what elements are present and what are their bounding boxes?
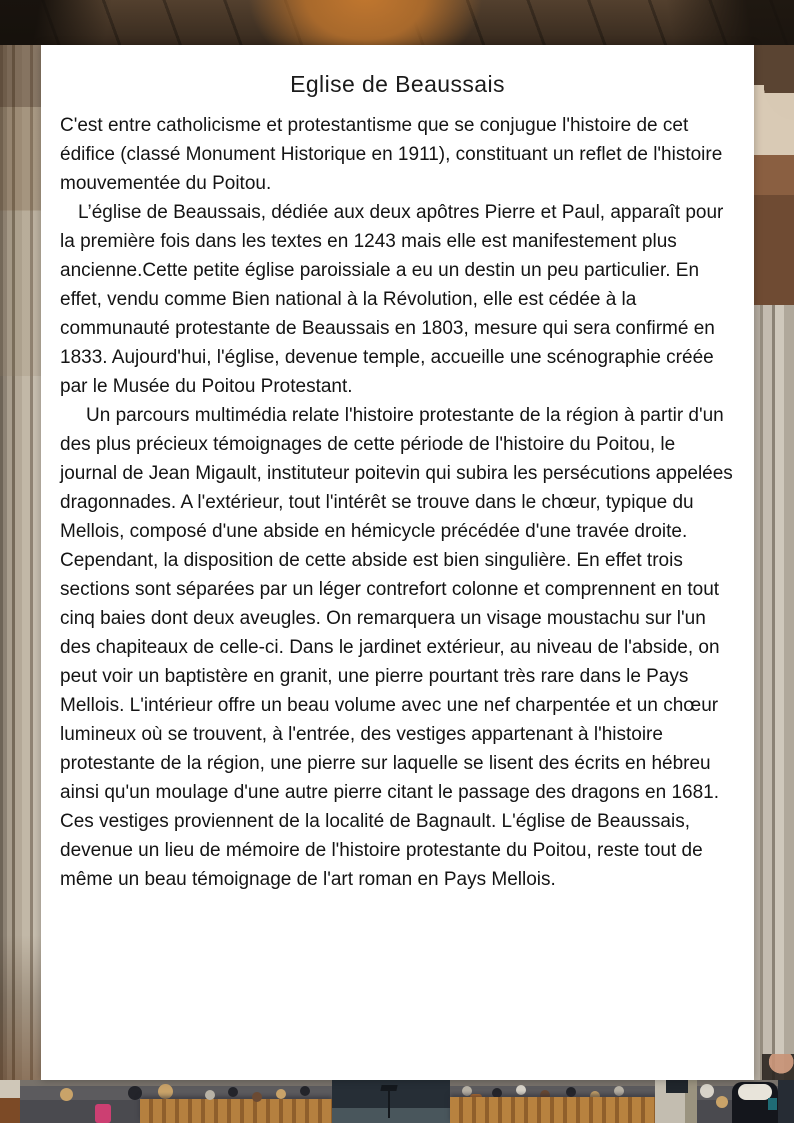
person-head xyxy=(566,1087,576,1097)
arch-detail xyxy=(754,85,794,155)
wood-panel-detail xyxy=(0,1028,41,1080)
white-scarf-detail xyxy=(738,1084,772,1100)
person-head xyxy=(60,1088,73,1101)
person-head xyxy=(128,1086,142,1100)
person-head xyxy=(614,1086,624,1096)
pink-jacket-person xyxy=(95,1104,111,1123)
left-wall-detail xyxy=(0,1080,20,1123)
person-head xyxy=(158,1084,173,1099)
paragraph-history: L’église de Beaussais, dédiée aux deux apôtres Pierre et Paul, apparaît pour la première fois dans les textes en 1243 mais elle est manifestement plus ancienne.Cette petite église paroissiale a eu un destin un peu particulier. En effet, vendu comme Bien national à la Révolution, elle est cédée à la communauté protestante de Beaussais en 1803, mesure qui sera confirmé en 1833. Aujourd'hui, l'église, devenue temple, accueille une scénographie créée par le Musée du Poitou Protestant. xyxy=(60,202,724,397)
wooden-pews-left xyxy=(140,1099,332,1123)
person-head xyxy=(716,1096,728,1108)
page-title: Eglise de Beaussais xyxy=(290,71,505,97)
teal-clothing-detail xyxy=(768,1098,777,1110)
paragraph-intro: C'est entre catholicisme et protestantisme que se conjugue l'histoire de cet édifice (classé Monument Historique en 1911), constituant un reflet de l'histoire mouvementée du Poitou. xyxy=(60,115,723,194)
person-head xyxy=(276,1089,286,1099)
person-head xyxy=(252,1092,262,1102)
music-stand-icon xyxy=(388,1088,390,1118)
wooden-pews-right xyxy=(450,1097,658,1123)
paragraph-description: Un parcours multimédia relate l'histoire protestante de la région à partir d'un des plus précieux témoignages de cette période de l'histoire du Poitou, le journal de Jean Migault, instituteur poitevin qui subira les persécutions appelées dragonnades. A l'extérieur, tout l'intérêt se trouve dans le chœur, typique du Mellois, composé d'une abside en hémicycle précédée d'une travée droite. Cependant, la disposition de cette abside est bien singulière. En effet trois sections sont séparées par un léger contrefort colonne et comprennent en tout cinq baies dont deux aveugles. On remarquera un visage moustachu sur l'un des chapiteaux de celle-ci. Dans le jardinet extérieur, au niveau de l'abside, on peut voir un baptistère en granit, une pierre pourtant très rare dans le Pays Mellois. L'intérieur offre un beau volume avec une nef charpentée et un chœur lumineux où se trouvent, à l'entrée, des vestiges appartenant à l'histoire protestante de la région, une pierre sur laquelle se lisent des écrits en hébreu ainsi qu'un moulage d'une autre pierre citant le passage des dragons en 1681. Ces vestiges proviennent de la localité de Bagnault. L'église de Beaussais, devenue un lieu de mémoire de l'histoire protestante du Poitou, reste tout de même un beau témoignage de l'art roman en Pays Mellois. xyxy=(60,405,733,890)
document-page xyxy=(41,45,754,1080)
person-head xyxy=(205,1090,215,1100)
dark-window-detail xyxy=(666,1080,688,1093)
person-head xyxy=(228,1087,238,1097)
congregation-photo-strip xyxy=(0,1080,794,1123)
person-head xyxy=(516,1085,526,1095)
person-head xyxy=(700,1084,714,1098)
person-detail xyxy=(762,1054,794,1080)
right-edge-shadow xyxy=(778,1080,794,1123)
right-column-photo-area xyxy=(754,45,794,1080)
vaulted-ceiling-photo-area xyxy=(0,0,794,45)
person-head xyxy=(300,1086,310,1096)
left-column-photo-area xyxy=(0,45,41,1080)
